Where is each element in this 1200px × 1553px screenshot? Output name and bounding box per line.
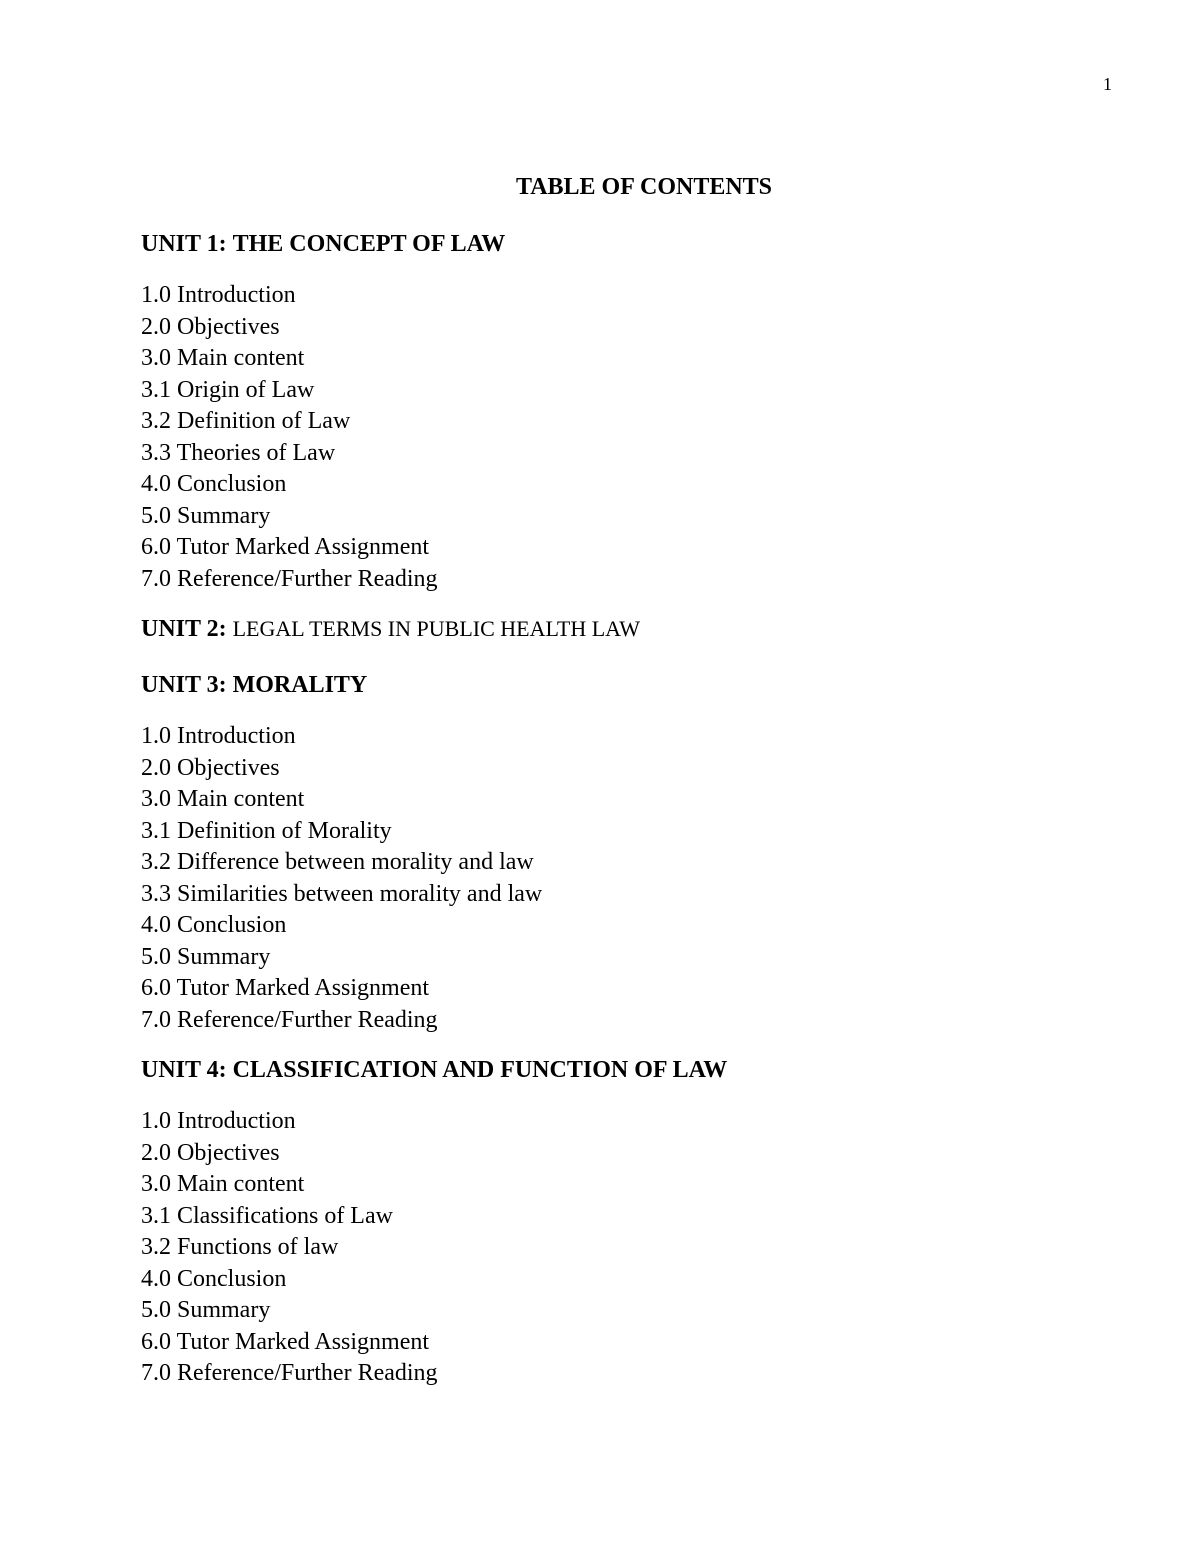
unit-2-heading <box>141 613 1101 645</box>
toc-item: 5.0 Summary <box>141 943 271 970</box>
toc-title: TABLE OF CONTENTS <box>515 174 773 200</box>
unit-label: UNIT 3: <box>141 672 227 698</box>
unit-1-items <box>141 280 1101 595</box>
toc-item: 5.0 Summary <box>141 1297 271 1323</box>
unit-3 <box>141 669 1101 1036</box>
toc-item: 3.1 Origin of Law <box>141 376 315 403</box>
unit-4 <box>141 1054 1101 1390</box>
toc-item: 3.2 Difference between morality and law <box>141 849 534 875</box>
toc-item: 2.0 Objectives <box>141 1139 280 1166</box>
toc-item: 3.1 Definition of Morality <box>141 817 392 844</box>
toc-item: 3.3 Theories of Law <box>141 439 336 466</box>
toc-item: 4.0 Conclusion <box>141 471 287 497</box>
toc-item: 3.0 Main content <box>141 1171 305 1197</box>
toc-item: 3.3 Similarities between morality and law <box>141 880 543 907</box>
unit-2 <box>141 613 1101 645</box>
unit-title: THE CONCEPT OF LAW <box>232 231 506 257</box>
toc-item: 6.0 Tutor Marked Assignment <box>141 975 430 1001</box>
toc-item: 6.0 Tutor Marked Assignment <box>141 534 430 560</box>
toc-item: 7.0 Reference/Further Reading <box>141 1360 438 1386</box>
toc-item: 3.0 Main content <box>141 345 305 371</box>
unit-1-heading <box>141 228 1101 260</box>
toc-item: 3.1 Classifications of Law <box>141 1202 393 1229</box>
unit-title: LEGAL TERMS IN PUBLIC HEALTH LAW <box>232 616 641 641</box>
toc-item: 4.0 Conclusion <box>141 1265 287 1292</box>
unit-4-heading <box>141 1054 1101 1086</box>
page-number: 1 <box>1103 74 1112 94</box>
toc-item: 1.0 Introduction <box>141 282 296 308</box>
unit-label: UNIT 4: <box>141 1057 227 1083</box>
unit-3-heading <box>141 669 1101 701</box>
unit-title: CLASSIFICATION AND FUNCTION OF LAW <box>232 1057 728 1083</box>
toc-item: 7.0 Reference/Further Reading <box>141 1006 438 1033</box>
toc-item: 1.0 Introduction <box>141 1108 296 1134</box>
toc-item: 3.2 Definition of Law <box>141 408 351 434</box>
unit-title: MORALITY <box>232 672 368 698</box>
toc-item: 2.0 Objectives <box>141 313 280 340</box>
unit-4-items <box>141 1106 1101 1390</box>
toc-item: 1.0 Introduction <box>141 723 296 749</box>
toc-item: 2.0 Objectives <box>141 754 280 781</box>
toc-item: 6.0 Tutor Marked Assignment <box>141 1328 430 1355</box>
toc-item: 7.0 Reference/Further Reading <box>141 565 438 592</box>
toc-item: 4.0 Conclusion <box>141 912 287 938</box>
unit-3-items <box>141 721 1101 1036</box>
toc-item: 5.0 Summary <box>141 502 271 529</box>
unit-label: UNIT 2: <box>141 616 227 642</box>
unit-1 <box>141 228 1101 595</box>
unit-label: UNIT 1: <box>141 231 227 257</box>
table-of-contents <box>141 170 1101 1408</box>
toc-item: 3.0 Main content <box>141 786 305 812</box>
toc-item: 3.2 Functions of law <box>141 1234 339 1260</box>
